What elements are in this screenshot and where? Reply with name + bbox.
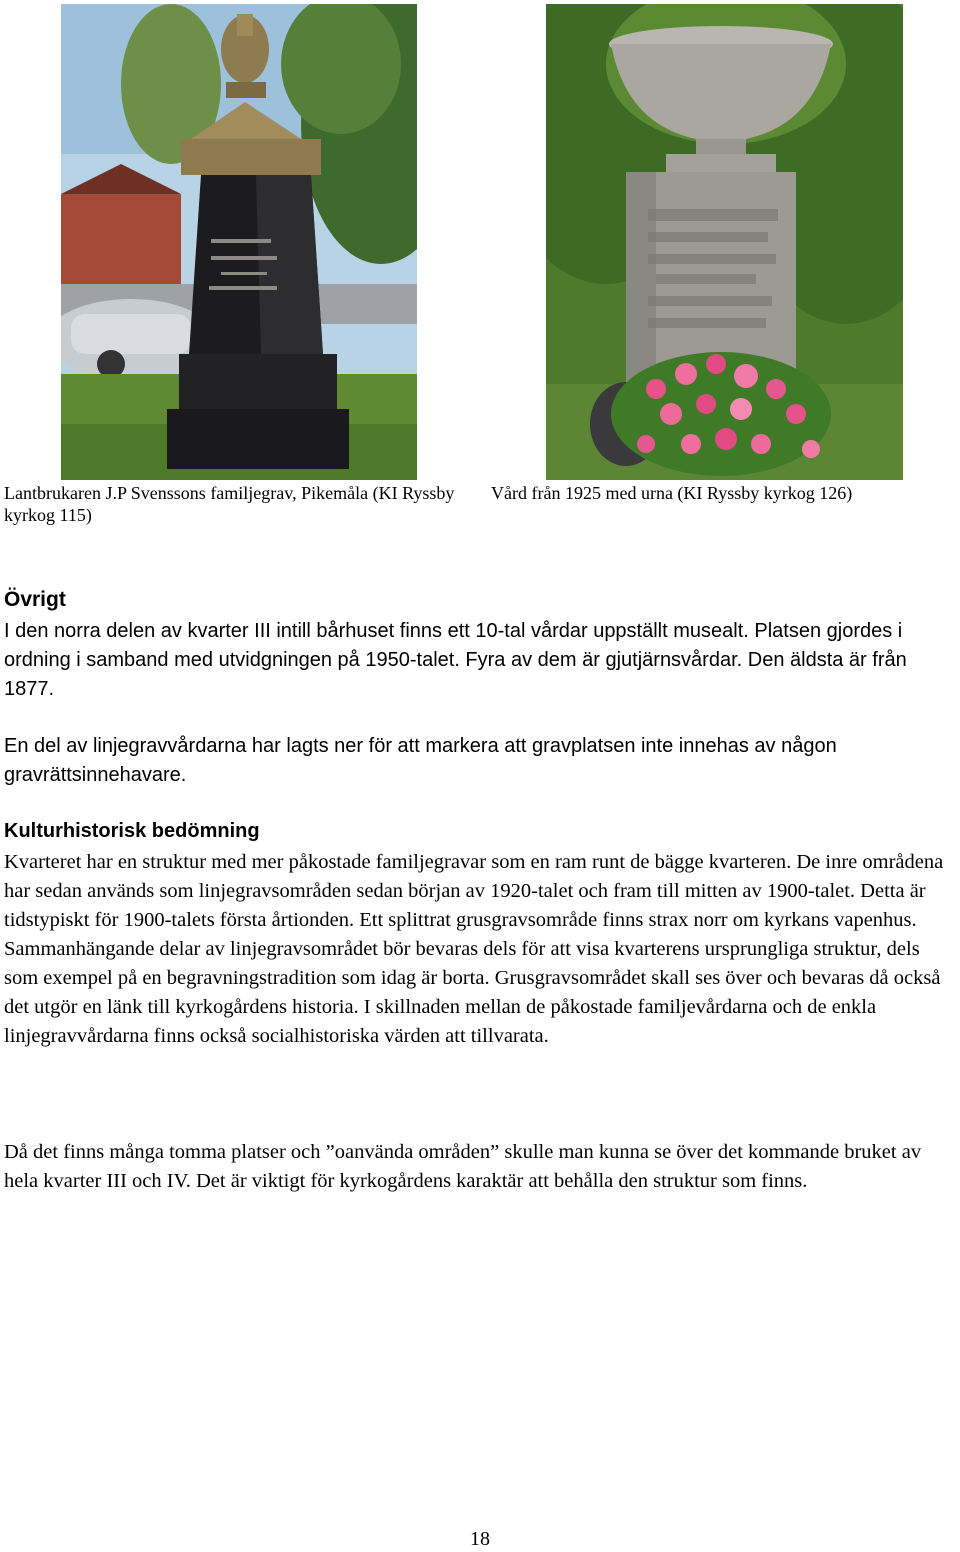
section-heading-ovrigt: Övrigt	[4, 588, 66, 611]
photo-urn-grave	[546, 4, 903, 480]
photo-caption-right: Vård från 1925 med urna (KI Ryssby kyrkog 126)	[491, 483, 853, 503]
photo-family-grave-image	[61, 4, 417, 480]
paragraph-kulturhistorisk-2: Då det finns många tomma platser och ”oanvända områden” skulle man kunna se över det kommande bruket av hela kvarter III och IV. Det är viktigt för kyrkogårdens karaktär att behålla den struktur som finns.	[4, 1141, 922, 1192]
page-number: 18	[470, 1528, 490, 1550]
photo-family-grave	[61, 4, 417, 480]
photo-urn-grave-image	[546, 4, 903, 480]
photo-caption-left: Lantbrukaren J.P Svenssons familjegrav, Pikemåla (KI Ryssby kyrkog 115)	[4, 483, 455, 525]
paragraph-ovrigt-2: En del av linjegravvårdarna har lagts ner för att markera att gravplatsen inte innehas av någon gravrättsinnehavare.	[4, 735, 837, 786]
paragraph-ovrigt-1: I den norra delen av kvarter III intill bårhuset finns ett 10-tal vårdar uppställt musealt. Platsen gjordes i ordning i samband med utvidgningen på 1950-talet. Fyra av dem är gjutjärnsvårdar. Den äldsta är från 1877.	[4, 620, 907, 700]
section-heading-kulturhistorisk: Kulturhistorisk bedömning	[4, 820, 260, 842]
paragraph-kulturhistorisk-1: Kvarteret har en struktur med mer påkostade familjegravar som en ram runt de bägge kvarteren. De inre områdena har sedan används som linjegravsområden sedan början av 1920-talet och fram till mitten av 1900-talet. Detta är tidstypiskt för 1900-talets första årtionden. Ett splittrat grusgravsområde finns strax norr om kyrkans vapenhus. Sammanhängande delar av linjegravsområdet bör bevaras dels för att visa kvarterens ursprungliga struktur, dels som exempel på en begravningstradition som idag är borta. Grusgravsområdet skall ses över och bevaras då också det utgör en länk till kyrkogårdens historia. I skillnaden mellan de påkostade familjevårdarna och de enkla linjegravvårdarna finns också socialhistoriska värden att tillvarata.	[4, 851, 944, 1047]
